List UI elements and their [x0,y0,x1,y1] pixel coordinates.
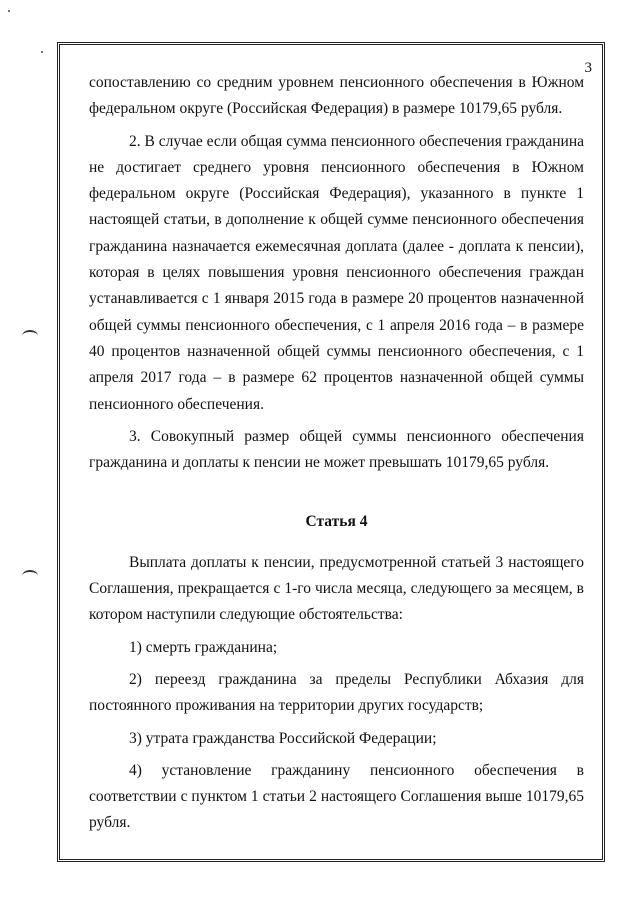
binding-mark [22,570,38,582]
list-item: 2) переезд гражданина за пределы Республики Абхазия для постоянного проживания на территории других государств; [89,670,584,715]
scan-dot [8,10,10,12]
list-item: 3) утрата гражданства Российской Федерации; [129,729,437,747]
list-item: 1) смерть гражданина; [129,638,278,656]
paragraph-2: 2. В случае если общая сумма пенсионного обеспечения гражданина не достигает среднего уровня пенсионного обеспечения в Южном федеральном округе (Российская Федерация), указанного в пункте 1 настоящей статьи, в дополнение к общей сумме пенсионного обеспечения гражданина назначается ежемесячная доплата (далее - доплата к пенсии), которая в целях повышения уровня пенсионного обеспечения граждан устанавливается с 1 января 2015 года в размере 20 процентов назначенной общей суммы пенсионного обеспечения, с 1 апреля 2016 года – в размере 40 процентов назначенной общей суммы пенсионного обеспечения, с 1 апреля 2017 года – в размере 62 процентов назначенной общей суммы пенсионного обеспечения. [89,132,584,413]
document-body [89,70,584,837]
page-number: 3 [584,60,592,76]
scan-dot [41,51,43,53]
paragraph-continuation: сопоставлению со средним уровнем пенсионного обеспечения в Южном федеральном округе (Российская Федерация) в размере 10179,65 рубля. [89,74,584,118]
list-item: 4) установление гражданину пенсионного обеспечения в соответствии с пунктом 1 статьи 2 настоящего Соглашения выше 10179,65 рубля. [89,761,584,832]
article-intro: Выплата доплаты к пенсии, предусмотренной статьей 3 настоящего Соглашения, прекращается с 1-го числа месяца, следующего за месяцем, в котором наступили следующие обстоятельства: [89,553,584,624]
binding-mark [22,330,38,342]
article-heading: Статья 4 [305,513,368,531]
paragraph-3: 3. Совокупный размер общей суммы пенсионного обеспечения гражданина и доплаты к пенсии не может превышать 10179,65 рубля. [89,427,584,472]
